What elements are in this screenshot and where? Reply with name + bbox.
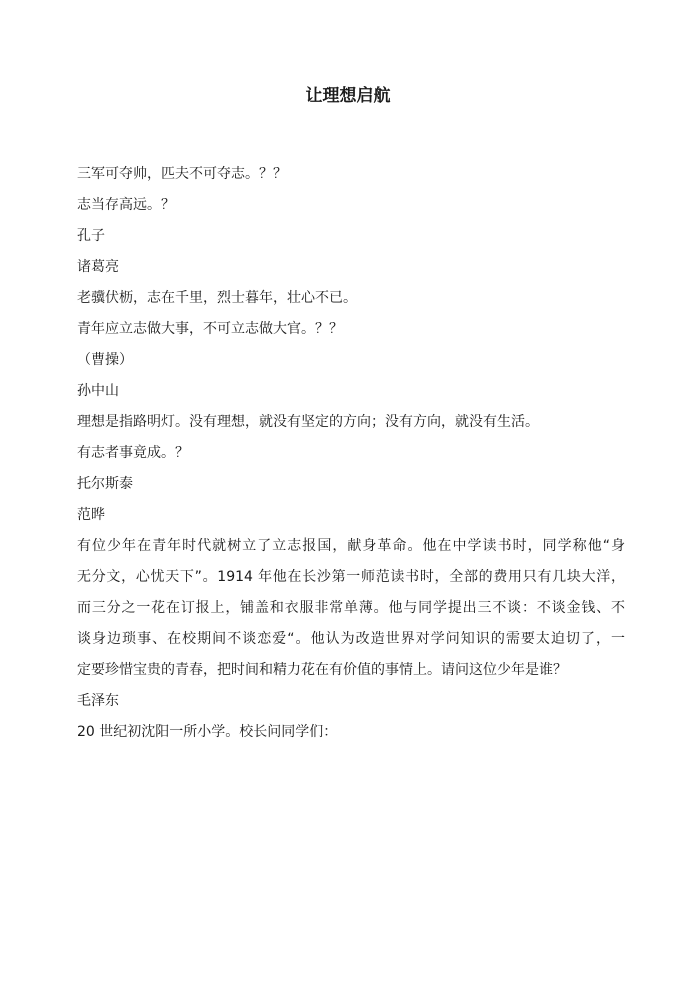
paragraph-line: 有位少年在青年时代就树立了立志报国，献身革命。他在中学读书时，同学称他“身: [77, 538, 625, 554]
story-start-line: 20 世纪初沈阳一所小学。校长问同学们：: [77, 724, 338, 740]
author-line: 托尔斯泰: [77, 476, 133, 492]
author-line: 范晔: [77, 507, 105, 523]
paragraph-line: 而三分之一花在订报上，铺盖和衣服非常单薄。他与同学提出三不谈：不谈金钱、不: [77, 600, 625, 616]
paragraph-line: 定要珍惜宝贵的青春，把时间和精力花在有价值的事情上。请问这位少年是谁？: [77, 662, 567, 678]
quote-line: 志当存高远。？: [77, 197, 175, 213]
story-paragraph: [77, 531, 625, 686]
author-line: 孙中山: [77, 383, 119, 399]
quote-line: 有志者事竟成。？: [77, 445, 189, 461]
author-line: 诸葛亮: [77, 259, 119, 275]
answer-line: 毛泽东: [77, 693, 119, 709]
author-line: 孔子: [77, 228, 105, 244]
author-line: （曹操）: [77, 352, 133, 368]
quote-line: 理想是指路明灯。没有理想，就没有坚定的方向；没有方向，就没有生活。: [77, 414, 539, 430]
quote-line: 青年应立志做大事，不可立志做大官。？？: [77, 321, 343, 337]
document-body: [77, 159, 625, 748]
paragraph-line: 谈身边琐事、在校期间不谈恋爱“。他认为改造世界对学问知识的需要太迫切了，一: [77, 631, 625, 647]
quote-line: 老骥伏枥，志在千里，烈士暮年，壮心不已。: [77, 290, 357, 306]
paragraph-line: 无分文，心忧天下”。1914 年他在长沙第一师范读书时，全部的费用只有几块大洋，: [77, 569, 625, 585]
quote-line: 三军可夺帅，匹夫不可夺志。？？: [77, 166, 287, 182]
document-title: 让理想启航: [305, 86, 391, 106]
